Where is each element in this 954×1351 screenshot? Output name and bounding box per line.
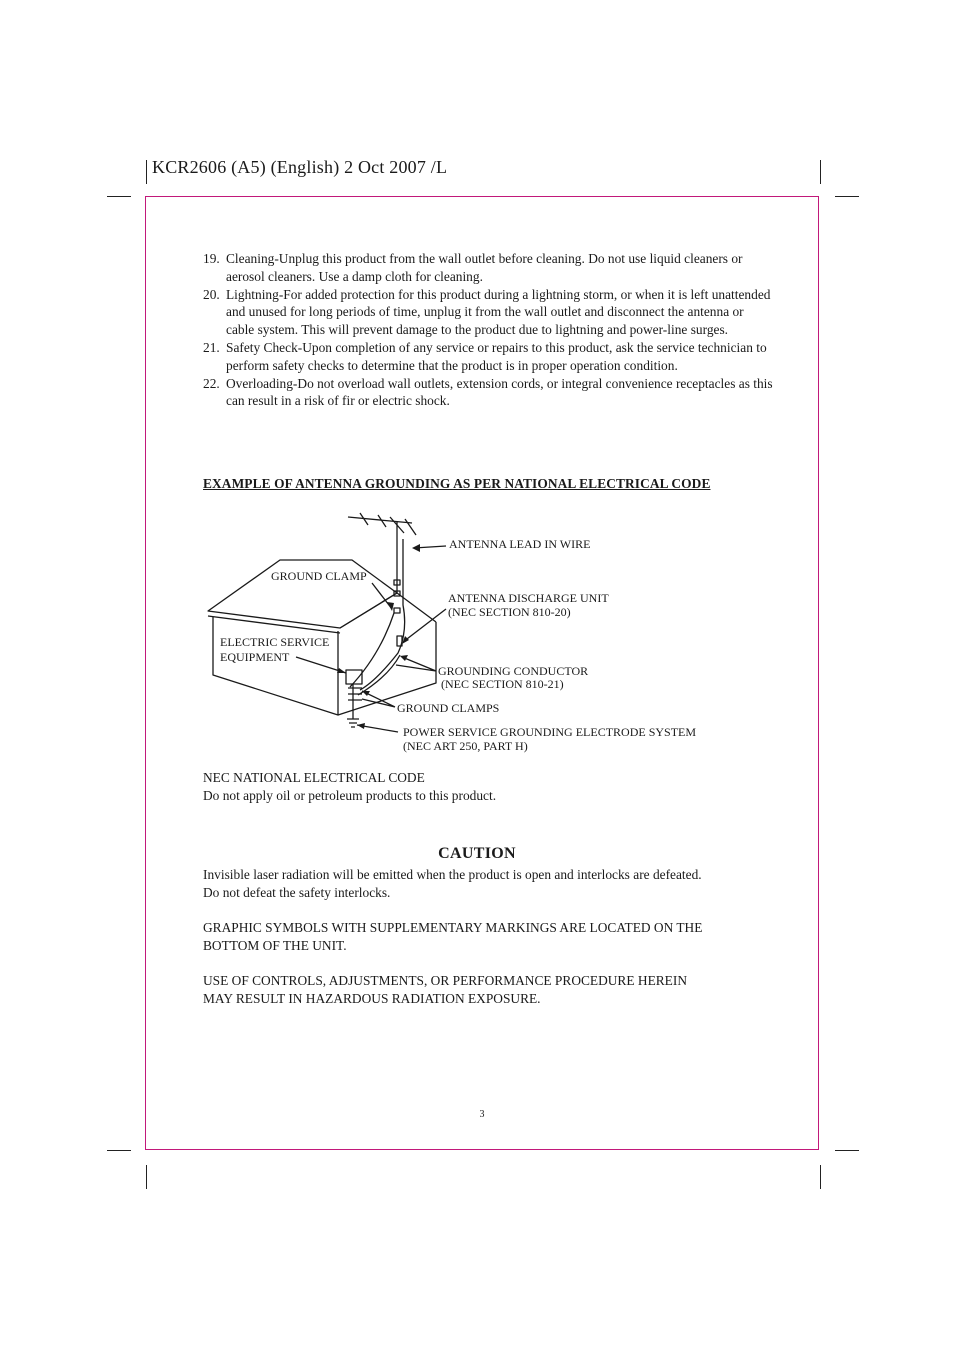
controls-notice	[203, 972, 773, 1008]
safety-instructions	[203, 250, 773, 410]
label-service-equipment: ELECTRIC SERVICE	[220, 635, 330, 649]
item-text: Safety Check-Upon completion of any service or repairs to this product, ask the service technician to perform safety checks to determine that the product is in proper operation condition.	[226, 339, 767, 373]
crop-mark	[146, 160, 147, 184]
laser-warning	[203, 866, 773, 902]
symbols-notice	[203, 919, 773, 955]
label-discharge-section: (NEC SECTION 810-20)	[448, 605, 571, 619]
crop-mark	[835, 196, 859, 197]
antenna-grounding-diagram	[200, 505, 740, 765]
print-header: KCR2606 (A5) (English) 2 Oct 2007 /L	[152, 157, 448, 177]
item-number: 20.	[203, 286, 220, 302]
laser-warning-line: Do not defeat the safety interlocks.	[203, 884, 391, 900]
list-item	[203, 286, 773, 339]
ground-rod	[347, 684, 359, 727]
crop-mark	[835, 1150, 859, 1151]
list-item	[203, 250, 773, 286]
item-text: Overloading-Do not overload wall outlets, extension cords, or integral convenience receptacles as this can result in a risk of fir or electric shock.	[226, 375, 773, 409]
controls-notice-line: USE OF CONTROLS, ADJUSTMENTS, OR PERFORMANCE PROCEDURE HEREIN	[203, 973, 687, 988]
item-text: Lightning-For added protection for this product during a lightning storm, or when it is left unattended and unused for long periods of time, unplug it from the wall outlet and disconnect the antenna or cable system. This will prevent damage to the product due to lightning and power-line surges.	[226, 286, 771, 338]
page-number: 3	[479, 1109, 485, 1120]
leader-grounding	[396, 657, 436, 671]
item-text: Cleaning-Unplug this product from the wall outlet before cleaning. Do not use liquid cleaners or aerosol cleaners. Use a damp cloth for cleaning.	[226, 251, 743, 284]
mast-clamp	[394, 608, 400, 613]
label-ground-clamp: GROUND CLAMP	[271, 569, 367, 583]
crop-mark	[107, 196, 131, 197]
laser-warning-line: Invisible laser radiation will be emitted when the product is open and interlocks are defeated.	[203, 867, 702, 882]
label-grounding-conductor: GROUNDING CONDUCTOR	[438, 664, 589, 678]
arrowhead	[362, 691, 370, 696]
list-item	[203, 339, 773, 375]
nec-definition: NEC NATIONAL ELECTRICAL CODE	[203, 770, 425, 785]
caution-heading: CAUTION	[438, 845, 516, 862]
crop-mark	[107, 1150, 131, 1151]
item-number: 22.	[203, 375, 220, 391]
item-number: 21.	[203, 339, 220, 355]
label-discharge-unit: ANTENNA DISCHARGE UNIT	[448, 591, 609, 605]
grounding-conductor	[350, 613, 394, 687]
label-ground-clamps: GROUND CLAMPS	[397, 701, 500, 715]
arrowhead	[387, 602, 394, 611]
crop-mark	[146, 1165, 147, 1189]
label-conductor-section: (NEC SECTION 810-21)	[441, 677, 564, 691]
label-service-equipment: EQUIPMENT	[220, 650, 290, 664]
house-roof-edge	[208, 616, 340, 633]
grounding-heading: EXAMPLE OF ANTENNA GROUNDING AS PER NATIONAL ELECTRICAL CODE	[203, 476, 711, 491]
house-front-wall	[213, 617, 338, 715]
crop-mark	[820, 160, 821, 184]
arrowhead	[357, 723, 365, 729]
list-item	[203, 375, 773, 411]
symbols-notice-line: GRAPHIC SYMBOLS WITH SUPPLEMENTARY MARKINGS ARE LOCATED ON THE	[203, 920, 703, 935]
label-electrode-section: (NEC ART 250, PART H)	[403, 739, 528, 753]
label-antenna-lead: ANTENNA LEAD IN WIRE	[449, 537, 591, 551]
oil-warning: Do not apply oil or petroleum products to this product.	[203, 787, 497, 803]
item-number: 19.	[203, 251, 220, 266]
antenna-element	[360, 513, 416, 535]
controls-notice-line: MAY RESULT IN HAZARDOUS RADIATION EXPOSURE.	[203, 990, 541, 1006]
safety-list	[203, 250, 773, 410]
symbols-notice-line: BOTTOM OF THE UNIT.	[203, 937, 347, 953]
house-gable	[340, 593, 436, 628]
label-electrode-system: POWER SERVICE GROUNDING ELECTRODE SYSTEM	[403, 725, 697, 739]
arrowhead	[412, 544, 420, 552]
nec-notes	[203, 769, 773, 805]
crop-mark	[820, 1165, 821, 1189]
arrowhead	[400, 655, 408, 661]
